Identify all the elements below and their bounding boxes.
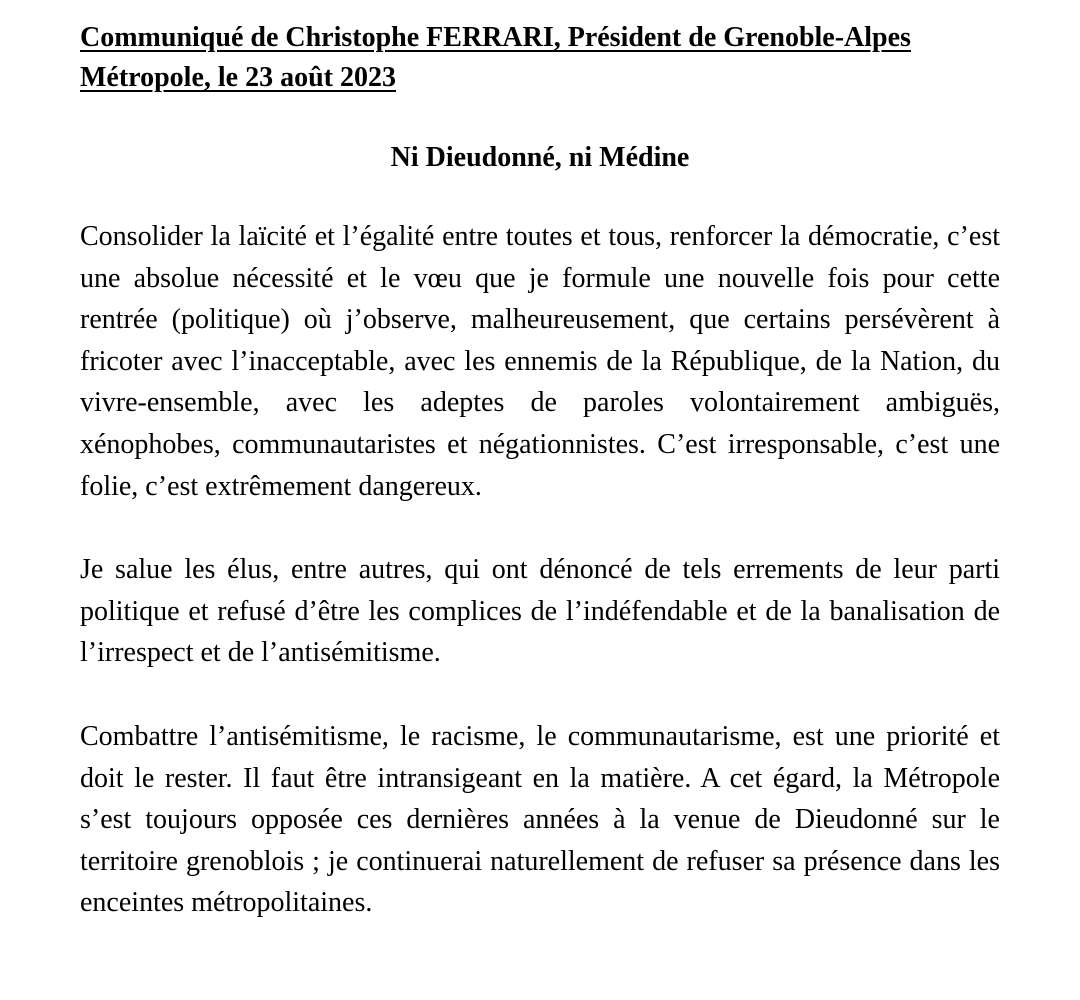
document-page [80,18,1000,924]
paragraph-1: Consolider la laïcité et l’égalité entre toutes et tous, renforcer la démocratie, c’est une absolue nécessité et le vœu que je formule une nouvelle fois pour cette rentrée (politique) où j’observe, malheureusement, que certains persévèrent à fricoter avec l’inacceptable, avec les ennemis de la République, de la Nation, du vivre-ensemble, avec les adeptes de paroles volontairement ambiguës, xénophobes, communautaristes et négationnistes. C’est irresponsable, c’est une folie, c’est extrêmement dangereux. [80,221,1000,502]
communique-heading: Communiqué de Christophe FERRARI, Président de Grenoble-Alpes Métropole, le 23 août 2023 [80,22,911,93]
paragraph-2: Je salue les élus, entre autres, qui ont dénoncé de tels errements de leur parti politique et refusé d’être les complices de l’indéfendable et de la banalisation de l’irrespect et de l’antisémitisme. [80,554,1000,669]
document-title: Ni Dieudonné, ni Médine [390,142,690,173]
paragraph-3: Combattre l’antisémitisme, le racisme, le communautarisme, est une priorité et doit le rester. Il faut être intransigeant en la matière. A cet égard, la Métropole s’est toujours opposée ces dernières années à la venue de Dieudonné sur le territoire grenoblois ; je continuerai naturellement de refuser sa présence dans les enceintes métropolitaines. [80,720,1000,919]
